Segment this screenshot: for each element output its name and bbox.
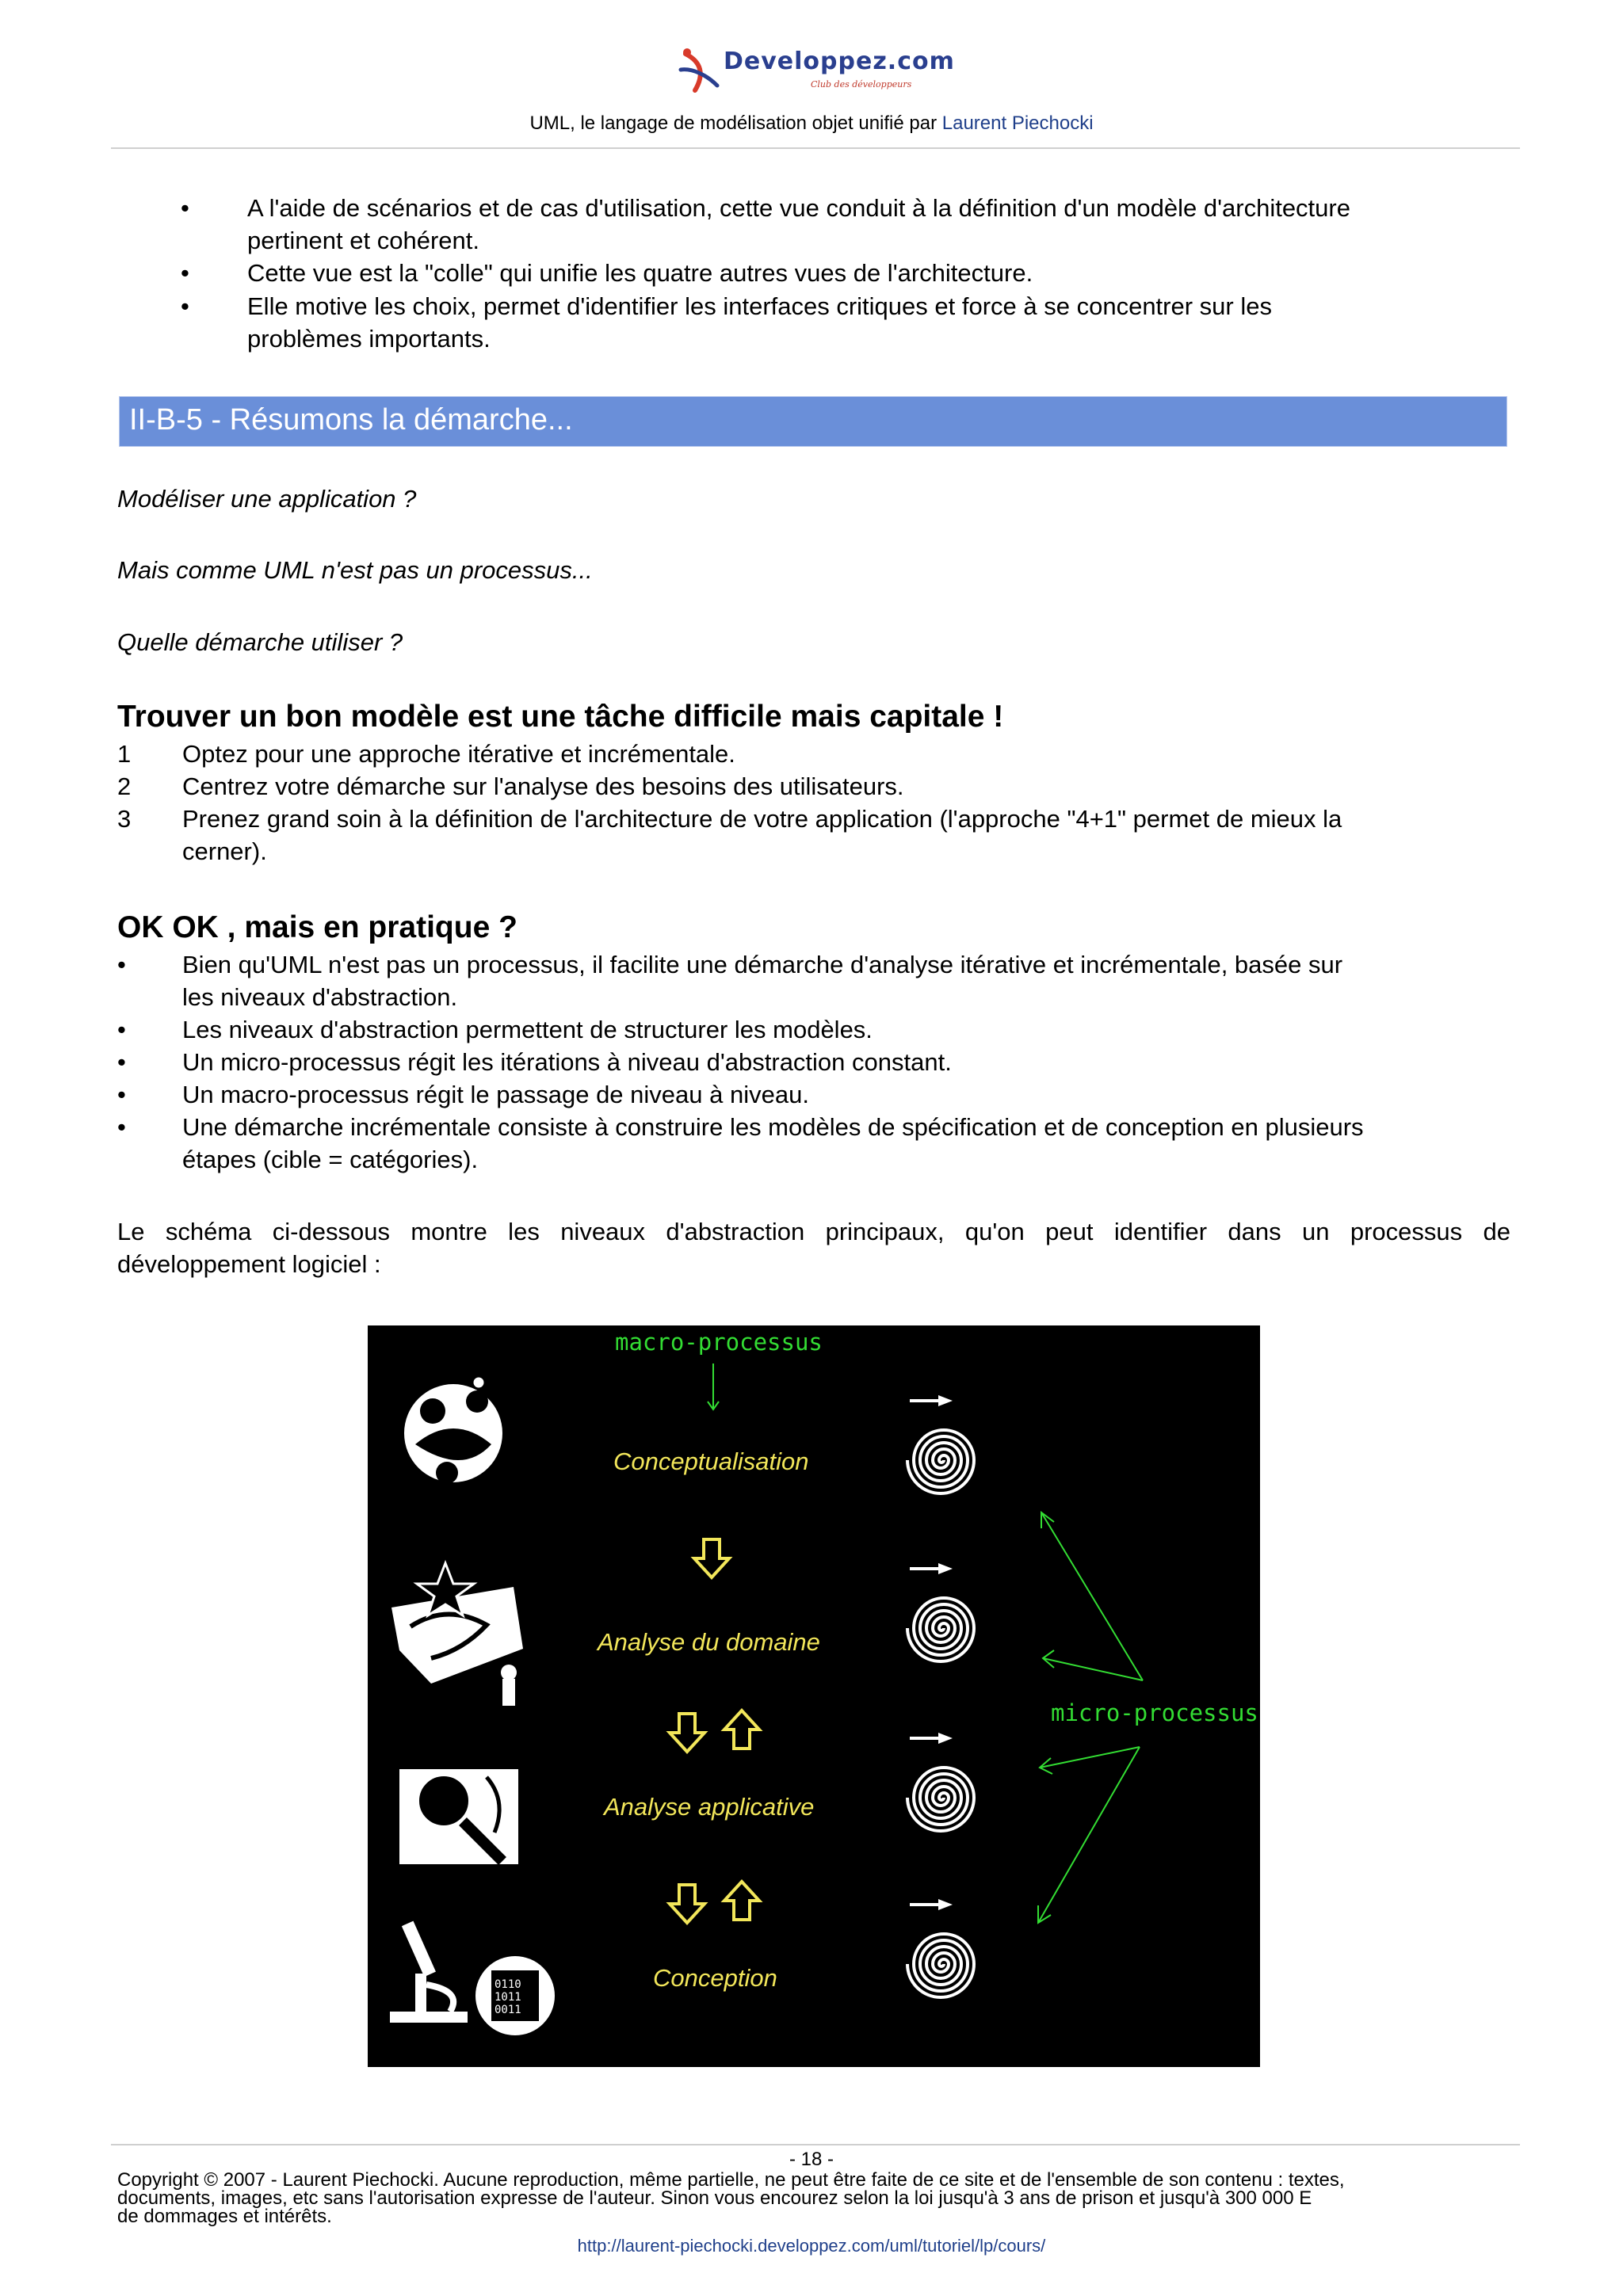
up-arrow-icon (724, 1882, 759, 1920)
list-item: problèmes importants. (247, 325, 491, 353)
list-item: Centrez votre démarche sur l'analyse des besoins des utilisateurs. (182, 772, 904, 800)
question-line: Modéliser une application ? (117, 485, 417, 513)
list-item: cerner). (182, 837, 267, 865)
copyright-notice (117, 2171, 1512, 2225)
heading-in-practice: OK OK , mais en pratique ? (117, 910, 517, 944)
copyright-line: Copyright © 2007 - Laurent Piechocki. Aucune reproduction, même partielle, ne peut être faite de ce site et de l'ensemble de son contenu : textes, (117, 2169, 1345, 2191)
header-divider (111, 147, 1520, 149)
list-item: Un macro-processus régit le passage de niveau à niveau. (182, 1081, 809, 1108)
bullet-marker: • (117, 1081, 126, 1108)
list-item: Elle motive les choix, permet d'identifier les interfaces critiques et force à se concentrer sur les (247, 292, 1272, 320)
list-item: A l'aide de scénarios et de cas d'utilisation, cette vue conduit à la définition d'un modèle d'architecture (247, 194, 1350, 222)
micro-arrows-icon (1038, 1512, 1143, 1923)
document-header (0, 113, 1623, 135)
section-header-bar (119, 396, 1507, 447)
header-title: UML, le langage de modélisation objet unifié par (529, 113, 938, 134)
section-title: II-B-5 - Résumons la démarche... (129, 403, 573, 437)
header-author-link[interactable]: Laurent Piechocki (941, 113, 1094, 134)
magnifier-illustration-icon (399, 1769, 518, 1864)
iteration-spiral-icon (907, 1563, 974, 1661)
level-label: Conception (653, 1964, 777, 1992)
site-logo[interactable] (678, 46, 955, 95)
list-item: Prenez grand soin à la définition de l'architecture de votre application (l'approche "4+1" permet de mieux la (182, 805, 1342, 833)
list-item: étapes (cible = catégories). (182, 1146, 479, 1173)
meeting-illustration-icon (404, 1376, 502, 1484)
abstraction-levels-diagram (368, 1325, 1260, 2067)
list-item: Optez pour une approche itérative et incrémentale. (182, 740, 735, 768)
list-item: Bien qu'UML n'est pas un processus, il facilite une démarche d'analyse itérative et incrémentale, basée sur (182, 951, 1343, 978)
page-number: - 18 - (789, 2149, 834, 2170)
logo-swoosh-icon (678, 46, 722, 95)
svg-text:0110: 0110 (495, 1978, 521, 1991)
schema-intro-line2: développement logiciel : (117, 1250, 381, 1278)
number-marker: 2 (117, 772, 132, 800)
binary-cube-illustration-icon (475, 1956, 555, 2035)
svg-text:0011: 0011 (495, 2004, 521, 2016)
number-marker: 1 (117, 740, 132, 768)
up-arrow-icon (724, 1711, 759, 1749)
domain-map-illustration-icon (391, 1563, 523, 1706)
copyright-line: documents, images, etc sans l'autorisation expresse de l'auteur. Sinon vous encourez selon la loi jusqu'à 3 ans de prison et jusqu'à 300 000 E (117, 2187, 1312, 2209)
macro-arrow-icon (708, 1363, 719, 1409)
logo-text: Developpez.com (724, 48, 955, 75)
microscope-illustration-icon (390, 1921, 468, 2023)
down-arrow-icon (670, 1714, 705, 1752)
list-item: Un micro-processus régit les itérations à niveau d'abstraction constant. (182, 1048, 952, 1076)
bullet-marker: • (117, 951, 126, 978)
schema-intro-line1: Le schéma ci-dessous montre les niveaux d'abstraction principaux, qu'on peut identifier dans un processus de (117, 1218, 1510, 1245)
macro-process-label: macro-processus (615, 1329, 823, 1356)
diagram-graphics (368, 1325, 1260, 2067)
level-label: Conceptualisation (613, 1447, 809, 1475)
bullet-marker: • (117, 1016, 126, 1043)
list-item: Une démarche incrémentale consiste à construire les modèles de spécification et de conception en plusieurs (182, 1113, 1364, 1141)
number-marker: 3 (117, 805, 132, 833)
list-item: Les niveaux d'abstraction permettent de structurer les modèles. (182, 1016, 873, 1043)
down-arrow-icon (670, 1885, 705, 1923)
list-item: pertinent et cohérent. (247, 227, 479, 254)
footer-divider (111, 2144, 1520, 2145)
level-label: Analyse applicative (604, 1793, 815, 1821)
down-arrow-icon (694, 1539, 729, 1577)
heading-good-model: Trouver un bon modèle est une tâche difficile mais capitale ! (117, 700, 1004, 734)
bullet-marker: • (117, 1048, 126, 1076)
iteration-spiral-icon (907, 1899, 974, 1997)
footer-url-link[interactable]: http://laurent-piechocki.developpez.com/uml/tutoriel/lp/cours/ (577, 2236, 1046, 2256)
bullet-marker: • (117, 1113, 126, 1141)
iteration-spiral-icon (907, 1733, 974, 1831)
micro-process-label: micro-processus (1051, 1699, 1258, 1726)
copyright-line: de dommages et intérêts. (117, 2206, 332, 2227)
list-item: les niveaux d'abstraction. (182, 983, 458, 1011)
list-item: Cette vue est la "colle" qui unifie les quatre autres vues de l'architecture. (247, 259, 1033, 287)
logo-subtitle: Club des développeurs (811, 79, 912, 90)
bullet-marker: • (181, 259, 189, 287)
bullet-marker: • (181, 292, 189, 320)
question-line: Quelle démarche utiliser ? (117, 628, 403, 656)
iteration-spiral-icon (907, 1395, 974, 1493)
question-line: Mais comme UML n'est pas un processus... (117, 556, 593, 584)
svg-text:1011: 1011 (495, 1991, 521, 2004)
level-label: Analyse du domaine (598, 1628, 820, 1656)
bullet-marker: • (181, 194, 189, 222)
